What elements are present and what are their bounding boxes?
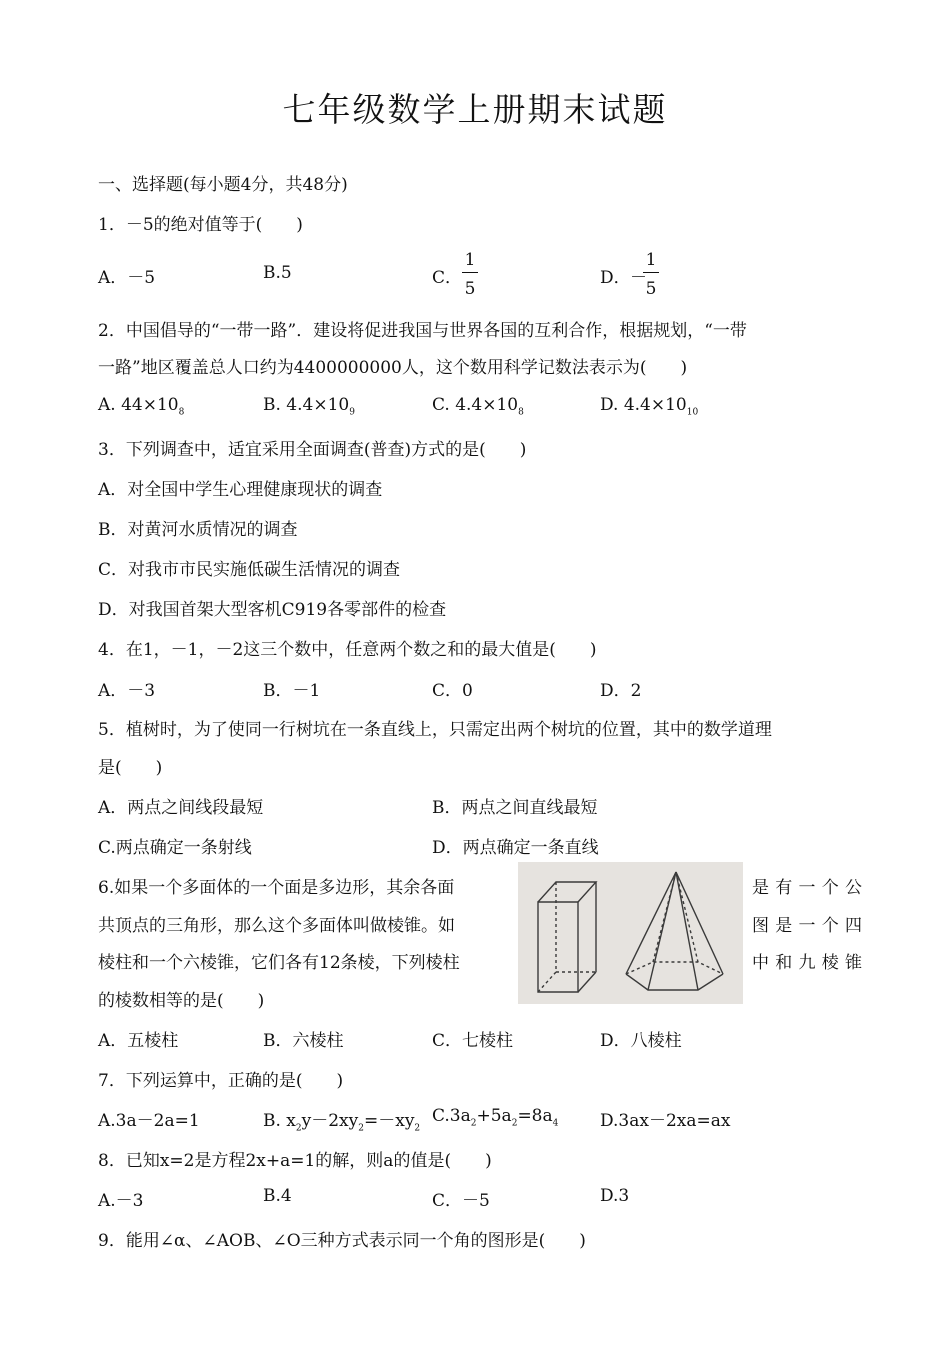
q1-option-b: B.5	[263, 263, 292, 283]
question-1-stem: 1．－5的绝对值等于( )	[98, 215, 303, 235]
q4-option-b: B．－1	[263, 681, 321, 701]
question-9-stem: 9．能用∠α、∠AOB、∠O三种方式表示同一个角的图形是( )	[98, 1231, 586, 1251]
prism-hidden-diagonal	[538, 972, 556, 992]
q7-b-part-1: B. x	[263, 1111, 296, 1131]
q7-c-exp-2: 2	[511, 1118, 518, 1129]
q1-option-d-label: D．	[600, 268, 631, 288]
q7-b-part-2: y－2xy	[301, 1111, 359, 1131]
q4-option-c: C．0	[432, 681, 473, 701]
pyramid-edge-4	[676, 872, 723, 974]
q7-option-d: D.3ax－2xa=ax	[600, 1111, 731, 1131]
question-4-stem: 4．在1，－1，－2这三个数中，任意两个数之和的最大值是( )	[98, 640, 597, 660]
pyramid-base-back	[626, 962, 723, 974]
q3-option-d: D．对我国首架大型客机C919各零部件的检查	[98, 600, 447, 620]
q2-d-base: D. 4.4×10	[600, 395, 687, 415]
q6-option-c: C．七棱柱	[432, 1031, 514, 1051]
question-2-line-1: 2．中国倡导的“一带一路”．建设将促进我国与世界各国的互利合作，根据规划，“一带	[98, 321, 747, 341]
question-3-stem: 3．下列调查中，适宜采用全面调查(普查)方式的是( )	[98, 440, 527, 460]
q6-option-a: A．五棱柱	[98, 1031, 179, 1051]
q2-option-c	[432, 395, 524, 417]
q1-d-denominator: 5	[643, 272, 659, 299]
q8-option-a: A.－3	[98, 1191, 144, 1211]
q3-option-b: B．对黄河水质情况的调查	[98, 520, 298, 540]
question-6-line-3-right: 中和九棱锥	[752, 953, 862, 973]
q7-c-part-2: +5a	[476, 1106, 512, 1126]
q1-d-minus-sign: －	[630, 268, 647, 288]
q2-option-d	[600, 395, 698, 417]
q2-c-base: C. 4.4×10	[432, 395, 519, 415]
q5-option-a: A．两点之间线段最短	[98, 798, 264, 818]
pyramid-hidden-edge-2	[676, 872, 698, 962]
q1-c-denominator: 5	[462, 272, 478, 299]
q5-option-d: D．两点确定一条直线	[432, 838, 599, 858]
q6-option-d: D．八棱柱	[600, 1031, 682, 1051]
q7-option-a: A.3a－2a=1	[98, 1111, 200, 1131]
pyramid-edge-1	[626, 872, 676, 974]
q7-b-exp-1: 2	[295, 1123, 302, 1134]
q6-option-b: B．六棱柱	[263, 1031, 344, 1051]
question-6-line-2-left: 共顶点的三角形，那么这个多面体叫做棱锥。如	[98, 916, 455, 936]
q1-option-d-fraction	[643, 250, 659, 299]
q2-a-exponent: 8	[178, 407, 185, 418]
question-8-stem: 8．已知x=2是方程2x+a=1的解，则a的值是( )	[98, 1151, 492, 1171]
q2-option-a	[98, 395, 184, 417]
q1-option-c-label: C．	[432, 268, 463, 288]
q7-b-exp-2: 2	[358, 1123, 364, 1134]
q7-option-c	[432, 1106, 558, 1128]
q3-option-a: A．对全国中学生心理健康现状的调查	[98, 480, 383, 500]
question-2-line-2: 一路”地区覆盖总人口约为4400000000人，这个数用科学记数法表示为( )	[98, 358, 688, 378]
question-7-stem: 7．下列运算中，正确的是( )	[98, 1071, 344, 1091]
question-6-line-1-left: 6.如果一个多面体的一个面是多边形，其余各面	[98, 878, 455, 898]
q2-option-b	[263, 395, 355, 417]
q2-b-exponent: 9	[349, 407, 355, 418]
q4-option-d: D．2	[600, 681, 642, 701]
prism-pyramid-drawing	[518, 862, 743, 1004]
q1-option-a: A．－5	[98, 268, 156, 288]
q2-d-exponent: 10	[686, 407, 699, 418]
q7-c-part-1: C.3a	[432, 1106, 471, 1126]
question-5-line-1: 5．植树时，为了使同一行树坑在一条直线上，只需定出两个树坑的位置，其中的数学道理	[98, 720, 772, 740]
prism-bottom-edge	[578, 972, 596, 992]
q3-option-c: C．对我市市民实施低碳生活情况的调查	[98, 560, 401, 580]
page-title: 七年级数学上册期末试题	[282, 90, 668, 129]
q7-b-part-3: =－xy	[363, 1111, 415, 1131]
pyramid-edge-3	[676, 872, 698, 990]
q2-a-base: A. 44×10	[98, 395, 179, 415]
q8-option-b: B.4	[263, 1186, 292, 1206]
section-heading: 一、选择题(每小题4分，共48分)	[98, 175, 348, 195]
q2-c-exponent: 8	[518, 407, 524, 418]
pyramid-hidden-edge-1	[653, 872, 676, 962]
q5-option-c: C.两点确定一条射线	[98, 838, 252, 858]
question-5-line-2: 是( )	[98, 758, 163, 778]
question-6-line-2-right: 图是一个四	[752, 916, 862, 936]
question-6-line-3-left: 棱柱和一个六棱锥，它们各有12条棱，下列棱柱	[98, 953, 460, 973]
q7-c-part-3: =8a	[517, 1106, 553, 1126]
q8-option-d: D.3	[600, 1186, 630, 1206]
pyramid-base-front	[626, 974, 723, 990]
q7-c-exp-1: 2	[470, 1118, 477, 1129]
q5-option-b: B．两点之间直线最短	[432, 798, 598, 818]
q7-option-b	[263, 1106, 420, 1133]
question-6-line-4: 的棱数相等的是( )	[98, 991, 265, 1011]
q7-b-exp-3: 2	[414, 1123, 421, 1134]
prism-top-face	[538, 882, 596, 902]
q8-option-c: C．－5	[432, 1191, 490, 1211]
prism-front-face	[538, 902, 578, 992]
q4-option-a: A．－3	[98, 681, 156, 701]
prism-pyramid-figure	[518, 862, 743, 1004]
q7-c-exp-3: 4	[552, 1118, 559, 1129]
q1-option-c-fraction	[462, 250, 478, 299]
q2-b-base: B. 4.4×10	[263, 395, 350, 415]
q1-c-numerator: 1	[464, 250, 476, 270]
q1-d-numerator: 1	[645, 250, 657, 270]
question-6-line-1-right: 是有一个公	[752, 878, 862, 898]
